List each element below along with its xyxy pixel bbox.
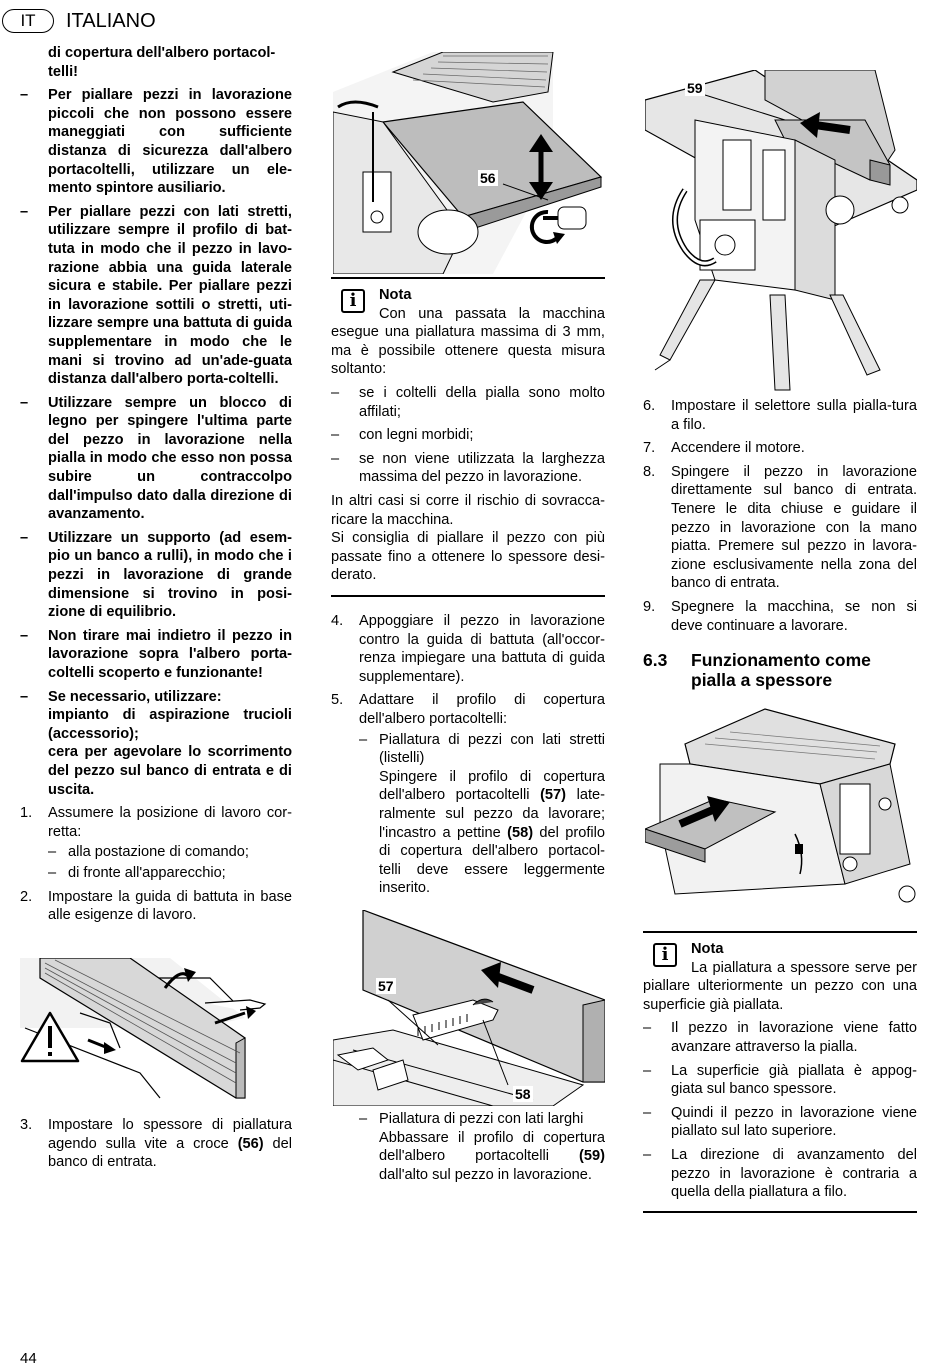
figure-label-56: 56 (480, 170, 496, 186)
figure-infeed-table (333, 52, 605, 274)
note-box (331, 286, 605, 585)
figure-label-57: 57 (378, 978, 394, 994)
text-line: telli! (48, 63, 78, 80)
steps-4-5 (331, 612, 605, 898)
warning-item: – Non tirare mai indietro il pezzo in lavorazione sopra l'albero porta-coltelli scoperto e funzionante! (20, 627, 292, 681)
note-item: – La superficie già piallata è appog-giata sul banco spessore. (643, 1062, 917, 1098)
note-paragraph: In altri casi si corre il rischio di sovracca-ricare la macchina. (331, 492, 605, 528)
lang-code: IT (20, 11, 36, 30)
text-line: di copertura dell'albero portacol- (48, 45, 276, 61)
section-title: pialla a spessore (691, 670, 833, 690)
warning-item: – Per piallare pezzi con lati stretti, utilizzare sempre il profilo di bat-tuta in modo che il pezzo in lavo-razione abbia una guida laterale sicura e stabile. Per piallare pezzi in lavorazione sottili o stretti, uti-lizzare sempre una battuta di guida supplementare in modo che le mani si trovino ad un'ade-guata distanza dall'albero porta-coltelli. (20, 203, 292, 388)
warning-item: – Se necessario, utilizzare: impianto di aspirazione trucioli (accessorio); cera per agevolare lo scorrimento del pezzo sul banco di entrata e di uscita. (20, 688, 292, 798)
figure-fence-guide (20, 958, 292, 1108)
note-item: – se i coltelli della pialla sono molto affilati; (331, 384, 605, 420)
step-5: 5. Adattare il profilo di copertura dell'albero portacoltelli: – Piallatura di pezzi con lati stretti (listelli) Spingere il profilo di copertura dell'albero portacoltelli (57) late-ralmente sul pezzo da lavorare; l'incastro a pettine (58) del profilo di copertura dell'albero portacol-telli deve essere leggermente inserito. (331, 692, 605, 897)
warning-continuation (20, 44, 292, 81)
section-number: 6.3 (643, 650, 668, 670)
step-3: 3. Impostare lo spessore di piallatura agendo sulla vite a croce (56) del banco di entrata. (20, 1117, 293, 1171)
figure-label-58: 58 (515, 1086, 531, 1102)
lang-badge (2, 9, 54, 33)
step-2: 2. Impostare la guida di battuta in base alle esigenze di lavoro. (20, 888, 292, 924)
warning-item: – Per piallare pezzi in lavorazione piccoli che non possono essere maneggiati con sufficiente distanza di sicurezza dall'albero portacoltelli, utilizzare un ele-mento spintore ausiliario. (20, 87, 292, 197)
page-number: 44 (20, 1350, 37, 1367)
warning-item: – Utilizzare un supporto (ad esem-pio un banco a rulli), in modo che i pezzi in lavorazione di grande dimensione si trovino in posi-zione di equilibrio. (20, 529, 292, 621)
figure-label-59: 59 (687, 80, 703, 96)
note-box-2 (643, 940, 917, 1202)
figure-cutterblock-guard (333, 910, 605, 1106)
note-item: – con legni morbidi; (331, 427, 474, 444)
step-6: 6. Impostare il selettore sulla pialla-tura a filo. (643, 398, 917, 433)
note-item: – La direzione di avanzamento del pezzo in lavorazione è contraria a quella della piallatura a filo. (643, 1146, 917, 1201)
divider (643, 931, 917, 933)
note-item: – se non viene utilizzata la larghezza massima del pezzo in lavorazione. (331, 450, 605, 486)
divider (643, 1211, 917, 1213)
sub-item-wide: – Piallatura di pezzi con lati larghi Abbassare il profilo di copertura dell'albero portacoltelli (59) dall'alto sul pezzo in lavorazione. (359, 1111, 605, 1183)
divider (331, 595, 605, 597)
steps-6-9 (643, 397, 917, 635)
divider (331, 277, 605, 279)
section-title: Funzionamento come (691, 650, 871, 670)
step-8: 8. Spingere il pezzo in lavorazione direttamente sul banco di entrata. Tenere le dita chiuse e guidare il pezzo in lavorazione con la mano piatta. Premere sul pezzo in lavora-zione esclusivamente nella zona del banco di entrata. (643, 463, 917, 592)
figure-thicknesser (645, 704, 917, 904)
sub-item: – Piallatura di pezzi con lati stretti (listelli) Spingere il profilo di copertura dell'albero portacoltelli (57) late-ralmente sul pezzo da lavorare; l'incastro a pettine (58) del profilo di copertura dell'albero portacol-telli deve essere leggermente inserito. (359, 731, 605, 897)
note-item: – Quindi il pezzo in lavorazione viene piallato sul lato superiore. (643, 1104, 917, 1140)
warning-item: – Utilizzare sempre un blocco di legno per spingere l'ultima parte del pezzo in lavorazione nella pialla in modo che esso non possa subire un contraccolpo dall'impulso dato dalla direzione di avanzamento. (20, 394, 292, 523)
note-title: Nota (691, 941, 724, 957)
step-4: 4. Appoggiare il pezzo in lavorazione contro la guida di battuta (all'occor-renza impiegare una battuta di guida supplementare). (331, 613, 605, 685)
note-first: La piallatura a spessore serve per piallare ulteriormente un pezzo con una superficie già piallata. (643, 959, 917, 1013)
figure-planer-machine (645, 70, 917, 395)
column-1 (20, 44, 292, 925)
note-first: Con una passata la macchina esegue una piallatura massima di 3 mm, ma è possibile ottenere questa misura soltanto: (331, 305, 605, 378)
page-language: ITALIANO (66, 10, 156, 32)
step-1: 1. Assumere la posizione di lavoro cor-retta: – alla postazione di comando; – di fronte all'apparecchio; (20, 805, 292, 881)
section-heading (643, 650, 917, 690)
note-paragraph: Si consiglia di piallare il pezzo con più passate fino a ottenere lo spessore desi-derato. (331, 530, 605, 584)
note-title: Nota (379, 287, 412, 303)
note-item: – Il pezzo in lavorazione viene fatto avanzare attraverso la pialla. (643, 1020, 917, 1055)
step-7: 7. Accendere il motore. (643, 440, 805, 457)
step-9: 9. Spegnere la macchina, se non si deve continuare a lavorare. (643, 598, 917, 634)
sub-item: – di fronte all'apparecchio; (48, 864, 226, 881)
sub-item: – alla postazione di comando; (48, 844, 249, 861)
